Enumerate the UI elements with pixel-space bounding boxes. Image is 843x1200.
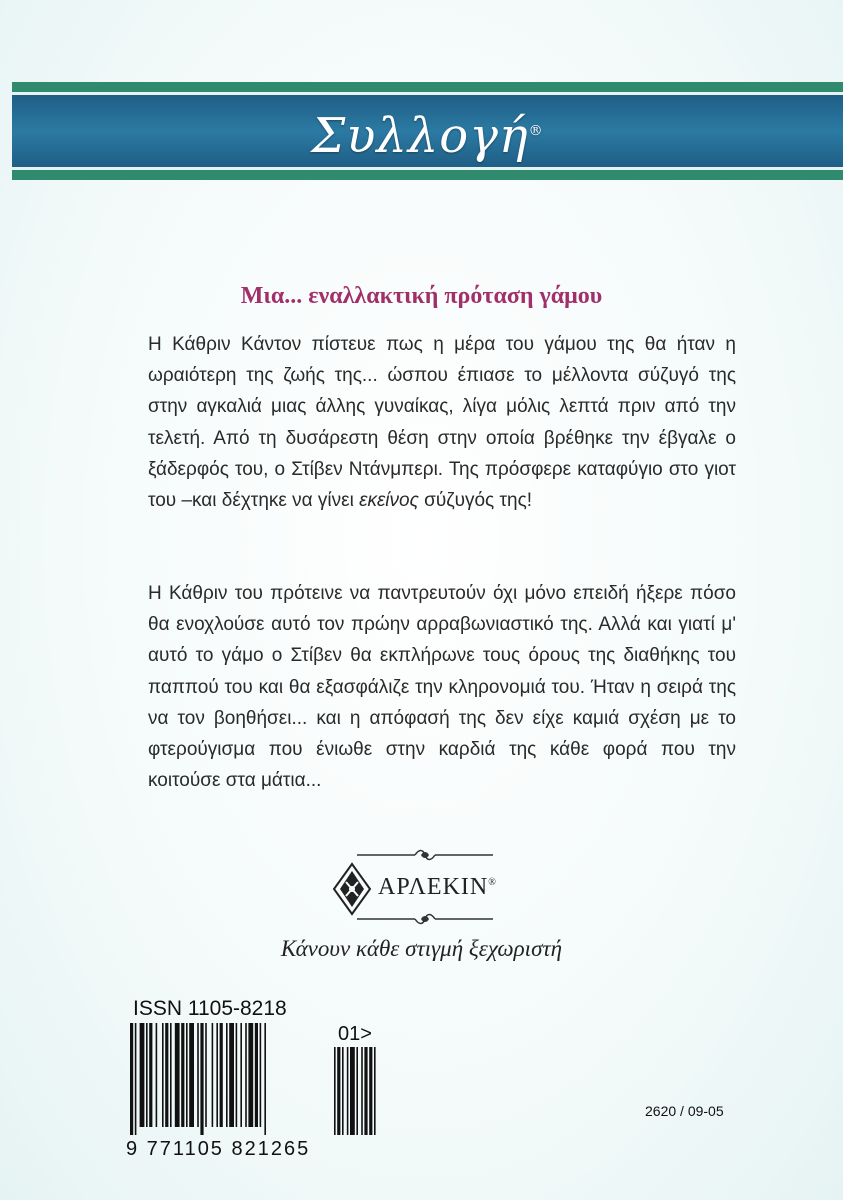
harlequin-diamond-icon <box>332 862 372 916</box>
barcode-addon-symbol: > <box>360 1023 372 1045</box>
barcode-addon <box>338 1023 372 1046</box>
issn-label: ISSN 1105-8218 <box>133 997 287 1020</box>
publisher-name-text: ΑΡΛΕΚΙΝ <box>378 874 489 900</box>
blurb-emphasis: εκείνος <box>359 490 419 512</box>
barcode-digits: 9 771105 821265 <box>126 1138 311 1160</box>
blurb-paragraph-1 <box>148 329 736 516</box>
publisher-tagline: Κάνουν κάθε στιγμή ξεχωριστή <box>280 936 563 961</box>
blurb-paragraph-2: Η Κάθριν του πρότεινε να παντρευτούν όχι μόνο επειδή ήξερε πόσο θα ενοχλούσε αυτό τον πρώην αρραβωνιαστικό της. Αλλά και γιατί μ' αυτό το γάμο ο Στίβεν θα εκπλήρωνε τους όρους της διαθήκης του παππού του και θα εξασφάλιζε την κληρονομιά του. Ήταν η σειρά της να τον βοηθήσει... και η απόφασή της δεν είχε καμιά σχέση με το φτερούγισμα που ένιωθε στην καρδιά της κάθε φορά που την κοιτούσε στα μάτια... <box>148 583 736 792</box>
ornament-divider-top <box>355 848 495 862</box>
series-banner <box>12 82 843 180</box>
publisher-name <box>378 874 497 901</box>
ornament-divider-bottom <box>355 912 495 926</box>
blurb-paragraph-1-text: Η Κάθριν Κάντον πίστευε πως η μέρα του γάμου της θα ήταν η ωραιότερη της ζωής της... ώσπου έπιασε το μέλλοντα σύζυγό της στην αγκαλιά μιας άλλης γυναίκας, λίγα μόλις λεπτά πριν από την τελετή. Από τη δυσάρεστη θέση στην οποία βρέθηκε την έβγαλε ο ξάδερφός του, ο Στίβεν Ντάνμπερι. Της πρόσφερε καταφύγιο στο γιοτ του –και δέχτηκε να γίνει <box>148 334 736 512</box>
blurb-paragraph-1-end: σύζυγός της! <box>424 490 533 512</box>
series-logo <box>12 96 843 166</box>
issue-code: 2620 / 09-05 <box>645 1103 724 1119</box>
registered-mark: ® <box>528 123 544 139</box>
blurb-headline: Μια... εναλλακτική πρόταση γάμου <box>240 283 603 309</box>
publisher-registered-mark: ® <box>488 877 497 888</box>
series-logo-text: Συλλογή <box>311 108 529 164</box>
barcode-addon-number: 01 <box>338 1023 361 1045</box>
